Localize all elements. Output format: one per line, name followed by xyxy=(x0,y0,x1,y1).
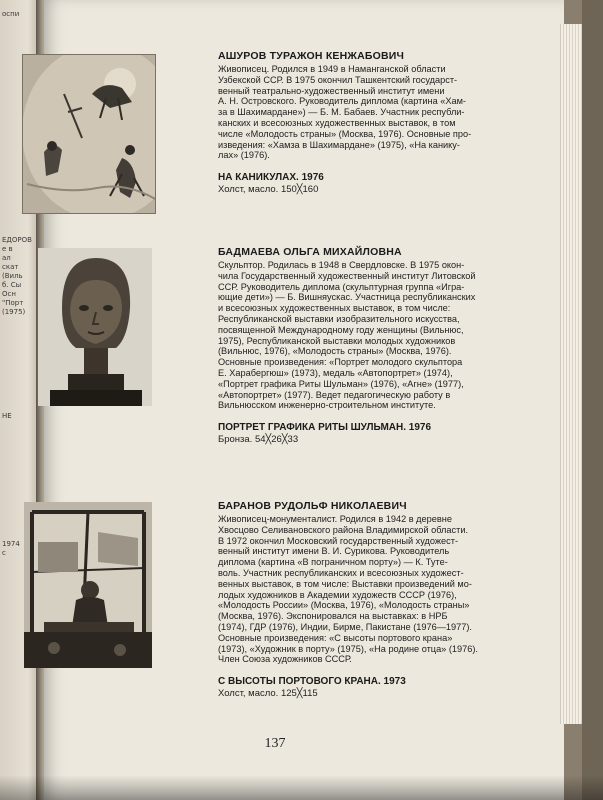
bio-line: Узбекской ССР. В 1975 окончил Ташкентский государст- xyxy=(218,74,458,85)
bio-line: посвященной Международному году женщины (Вильнюс, xyxy=(218,324,464,335)
left-fragment: (1975) xyxy=(2,308,26,316)
bio-line: диплома (картина «В пограничном порту») — К. Туте- xyxy=(218,557,448,568)
book-cover xyxy=(582,0,603,800)
bio-line: «Молодость России» (Москва, 1976), «Молодость страны» xyxy=(218,600,470,611)
left-fragment: "Порт xyxy=(2,299,24,307)
artist-entry-baranov xyxy=(218,500,558,699)
work-medium: Бронза. 54╳26╳33 xyxy=(218,434,299,446)
bio-line: канских и всесоюзных художественных выставок, в том xyxy=(218,117,456,128)
painting-s-vysoty-kran-image xyxy=(24,502,152,668)
bio-line: Республиканской выставки изобразительного искусства, xyxy=(218,313,460,324)
bio-line: лах» (1976). xyxy=(218,150,270,161)
bio-line: Основные произведения: «Портрет молодого скульптора xyxy=(218,357,463,368)
artist-bio xyxy=(218,514,558,665)
bio-line: ССР. Руководитель диплома (скульптурная группа «Игра- xyxy=(218,281,465,292)
bio-line: (Москва, 1976). Экспонировался на выставках: в НРБ xyxy=(218,611,448,622)
left-fragment: б. Сы xyxy=(2,281,22,289)
work-title: ПОРТРЕТ ГРАФИКА РИТЫ ШУЛЬМАН. 1976 xyxy=(218,422,432,434)
left-fragment: ЕДОРОВ xyxy=(2,236,32,244)
bio-line: Вильнюсском инженерно-строительном институте. xyxy=(218,400,436,411)
left-fragment: 1974 xyxy=(2,540,20,548)
bio-line: (1973), «Художник в порту» (1975), «На родине отца» (1976). xyxy=(218,643,478,654)
bio-line: «Портрет графика Риты Шульман» (1976), «Агне» (1977), xyxy=(218,378,464,389)
artist-name: АШУРОВ ТУРАЖОН КЕНЖАБОВИЧ xyxy=(218,50,405,62)
bio-line: лодых художников в Академии художеств СССР (1976), xyxy=(218,589,457,600)
left-fragment: (Виль xyxy=(2,272,23,280)
work-medium: Холст, масло. 125╳115 xyxy=(218,688,318,700)
artist-entry-ashurov xyxy=(218,50,558,195)
bio-line: Основные произведения: «С высоты портового крана» xyxy=(218,632,453,643)
bio-line: за в Шахимардане») — Б. М. Бабаев. Участник республи- xyxy=(218,107,465,118)
bio-line: ющие дети») — Б. Вишняускас. Участница республиканских xyxy=(218,292,476,303)
bio-line: изведения: «Хамза в Шахимардане» (1975), «На канику- xyxy=(218,139,460,150)
bio-line: венный театрально-художественный институт имени xyxy=(218,85,445,96)
work-title: НА КАНИКУЛАХ. 1976 xyxy=(218,172,324,184)
bio-line: чила Государственный художественный институт Литовской xyxy=(218,270,476,281)
bio-line: Живописец. Родился в 1949 в Наманганской области xyxy=(218,64,446,74)
left-fragment: оспи xyxy=(2,10,20,18)
artist-name: БАРАНОВ РУДОЛЬФ НИКОЛАЕВИЧ xyxy=(218,500,407,512)
artist-bio xyxy=(218,260,558,411)
left-fragment: НЕ xyxy=(2,412,12,420)
artist-name: БАДМАЕВА ОЛЬГА МИХАЙЛОВНА xyxy=(218,246,402,258)
bio-line: Хвосцово Селивановского района Владимирской области. xyxy=(218,524,469,535)
painting-na-kanikulakh-image xyxy=(22,54,156,214)
bio-line: (1974), ГДР (1976), Индии, Бирме, Пакистане (1976—1977). xyxy=(218,621,472,632)
left-fragment: с xyxy=(2,549,6,557)
bio-line: Член Союза художников СССР. xyxy=(218,654,352,665)
bio-line: Живописец-монументалист. Родился в 1942 в деревне xyxy=(218,514,452,524)
bottom-shadow xyxy=(0,775,603,800)
bio-line: (Вильнюс, 1976), «Молодость страны» (Москва, 1976). xyxy=(218,346,452,357)
bio-line: В 1972 окончил Московский государственный художест- xyxy=(218,535,459,546)
artist-entry-badmaeva xyxy=(218,246,558,445)
bio-line: числе «Молодость страны» (Москва, 1976). Основные про- xyxy=(218,128,472,139)
page-number: 137 xyxy=(264,736,286,751)
bio-line: А. Н. Островского. Руководитель диплома (картина «Хам- xyxy=(218,96,466,107)
left-fragment: скат xyxy=(2,263,19,271)
left-fragment: ал xyxy=(2,254,11,262)
work-title: С ВЫСОТЫ ПОРТОВОГО КРАНА. 1973 xyxy=(218,676,406,688)
artist-bio xyxy=(218,64,558,161)
bio-line: венный институт имени В. И. Сурикова. Руководитель xyxy=(218,546,450,557)
bio-line: венных выставок, в том числе: Выставки произведений мо- xyxy=(218,578,472,589)
bio-line: воль. Участник республиканских и всесоюзных художест- xyxy=(218,567,464,578)
bust-portrait-rita-shulman-image xyxy=(38,248,152,406)
bio-line: Скульптор. Родилась в 1948 в Свердловске. В 1975 окон- xyxy=(218,260,465,270)
bio-line: и всесоюзных художественных выставок, в том числе: xyxy=(218,303,451,314)
bio-line: 1975), Республиканской выставки молодых художников xyxy=(218,335,456,346)
left-fragment: Осн xyxy=(2,290,16,298)
work-medium: Холст, масло. 150╳160 xyxy=(218,184,319,196)
bio-line: «Автопортрет» (1977). Ведет педагогическую работу в xyxy=(218,389,451,400)
left-fragment: е в xyxy=(2,245,13,253)
bio-line: Е. Харабергюш» (1973), медаль «Автопортрет» (1974), xyxy=(218,367,453,378)
